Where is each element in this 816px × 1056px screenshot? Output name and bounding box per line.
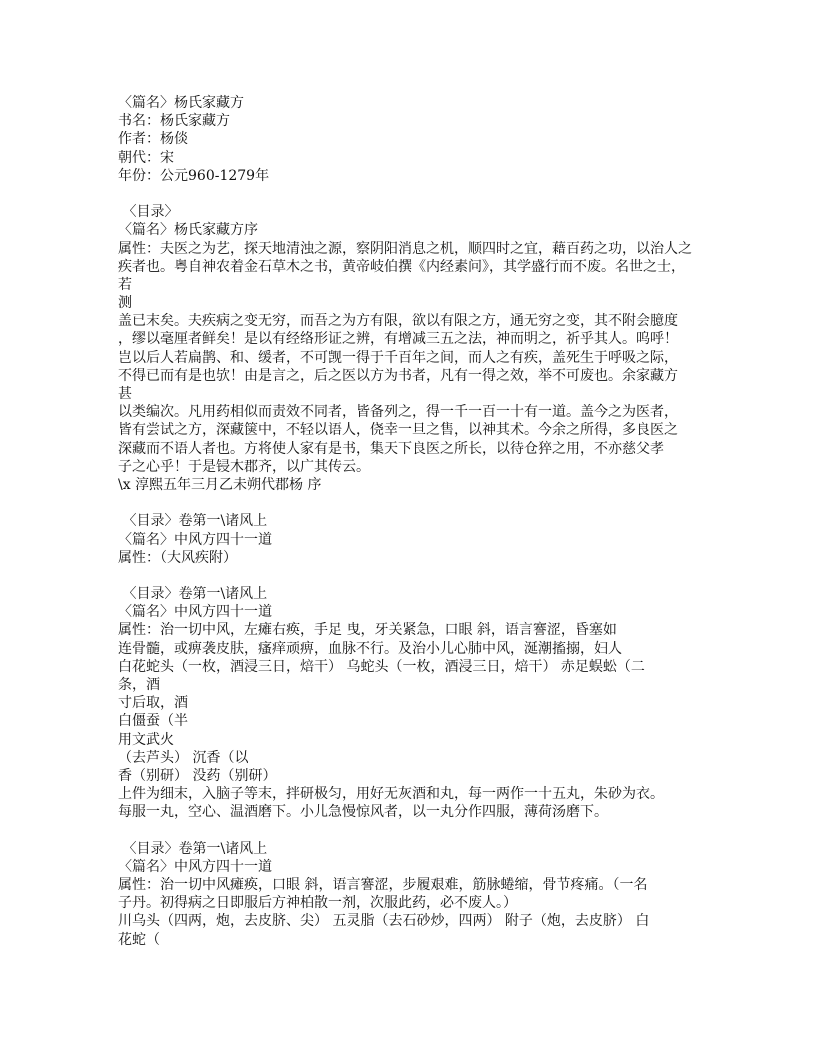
text-line: \x 淳熙五年三月乙未朔代郡杨 序 [118, 476, 322, 493]
text-line: 不得已而有是也欤！由是言之，后之医以方为书者，凡有一得之效，举不可废也。余家藏方 [118, 367, 678, 384]
text-line: 条，酒 [118, 677, 160, 693]
text-line: 寸后取，酒 [118, 695, 188, 712]
text-line: 朝代：宋 [118, 149, 174, 166]
text-line: 连骨髓，或痹袭皮肤，瘙痒顽痹，血脉不行。及治小儿心肺中风，涎潮搐搦，妇人 [118, 640, 622, 657]
text-line: 〈目录〉卷第一\诸风上 [118, 513, 268, 530]
text-line: 〈目录〉卷第一\诸风上 [118, 840, 268, 857]
text-line: 香（别研） 没药（别研） [118, 767, 277, 784]
text-line: 川乌头（四两，炮，去皮脐、尖） 五灵脂（去石砂炒，四两） 附子（炮，去皮脐） 白 [118, 913, 650, 930]
text-line: 〈篇名〉杨氏家藏方 [118, 95, 244, 111]
text-line: 年份：公元960-1279年 [118, 167, 270, 184]
text-line: ，缪以毫厘者鲜矣！是以有经络形证之辨，有增减三五之法，神而明之，祈乎其人。呜呼！ [118, 331, 678, 348]
text-line: 子之心乎！于是锓木郡齐，以广其传云。 [118, 458, 370, 475]
text-line: 花蛇（ [118, 931, 160, 948]
text-line: 属性：治一切中风瘫痪，口眼 斜，语言謇涩，步履艰难，筋脉蜷缩，骨节疼痛。（一名 [118, 877, 648, 894]
blank-line [118, 822, 718, 840]
text-line: 上件为细末，入脑子等末，拌研极匀，用好无灰酒和丸，每一两作一十五丸，朱砂为衣。 [118, 786, 664, 803]
text-line: 〈目录〉卷第一\诸风上 [118, 586, 268, 603]
text-line: 〈篇名〉中风方四十一道 [118, 604, 272, 621]
text-line: 用文武火 [118, 731, 174, 748]
text-line: 以类编次。凡用药相似而责效不同者，皆备列之，得一千一百一十有一道。盖今之为医者， [118, 404, 678, 421]
text-line: 作者：杨倓 [118, 131, 188, 148]
text-line: 若 [118, 276, 132, 293]
text-line: 皆有尝试之方，深藏箧中，不轻以语人，侥幸一旦之售，以神其术。今余之所得，多良医之 [118, 422, 678, 439]
blank-line [118, 185, 718, 203]
text-line: 〈篇名〉杨氏家藏方序 [118, 222, 258, 239]
text-line: 书名：杨氏家藏方 [118, 113, 230, 130]
text-line: 子丹。初得病之日即服后方神柏散一剂，次服此药，必不废人。） [118, 895, 517, 912]
document-body [118, 94, 718, 949]
text-line: 〈目录〉 [118, 204, 179, 221]
blank-line [118, 567, 718, 585]
text-line: 测 [118, 295, 132, 312]
text-line: 每服一丸，空心、温酒磨下。小儿急慢惊风者，以一丸分作四服，薄荷汤磨下。 [118, 804, 608, 821]
text-line: 〈篇名〉中风方四十一道 [118, 531, 272, 548]
text-line: 属性：治一切中风，左瘫右痪，手足 曳，牙关紧急，口眼 斜，语言謇涩，昏塞如 [118, 622, 617, 639]
text-line: 甚 [118, 386, 132, 402]
text-line: 属性：（大风疾附） [118, 549, 237, 566]
text-line: 疾者也。粤自神农着金石草木之书，黄帝岐伯撰《内经素问》，其学盛行而不废。名世之士， [118, 258, 685, 275]
text-line: 深藏而不语人者也。方将使人家有是书，集天下良医之所长，以待仓猝之用，不亦慈父孝 [118, 440, 664, 457]
blank-line [118, 494, 718, 512]
text-line: （去芦头） 沉香（以 [118, 749, 249, 766]
text-line: 白僵蚕（半 [118, 713, 188, 730]
text-line: 盖已末矣。夫疾病之变无穷，而吾之为方有限，欲以有限之方，通无穷之变，其不附会臆度 [118, 313, 678, 330]
text-line: 〈篇名〉中风方四十一道 [118, 858, 272, 875]
text-line: 白花蛇头（一枚，酒浸三日，焙干） 乌蛇头（一枚，酒浸三日，焙干） 赤足蜈蚣（二 [118, 658, 645, 675]
text-line: 属性：夫医之为艺，探天地清浊之源，察阴阳消息之机，顺四时之宜，藉百药之功，以治人之 [118, 240, 692, 257]
text-line: 岂以后人若扁鹊、和、缓者，不可觊一得于千百年之间，而人之有疾，盖死生于呼吸之际， [118, 349, 678, 366]
